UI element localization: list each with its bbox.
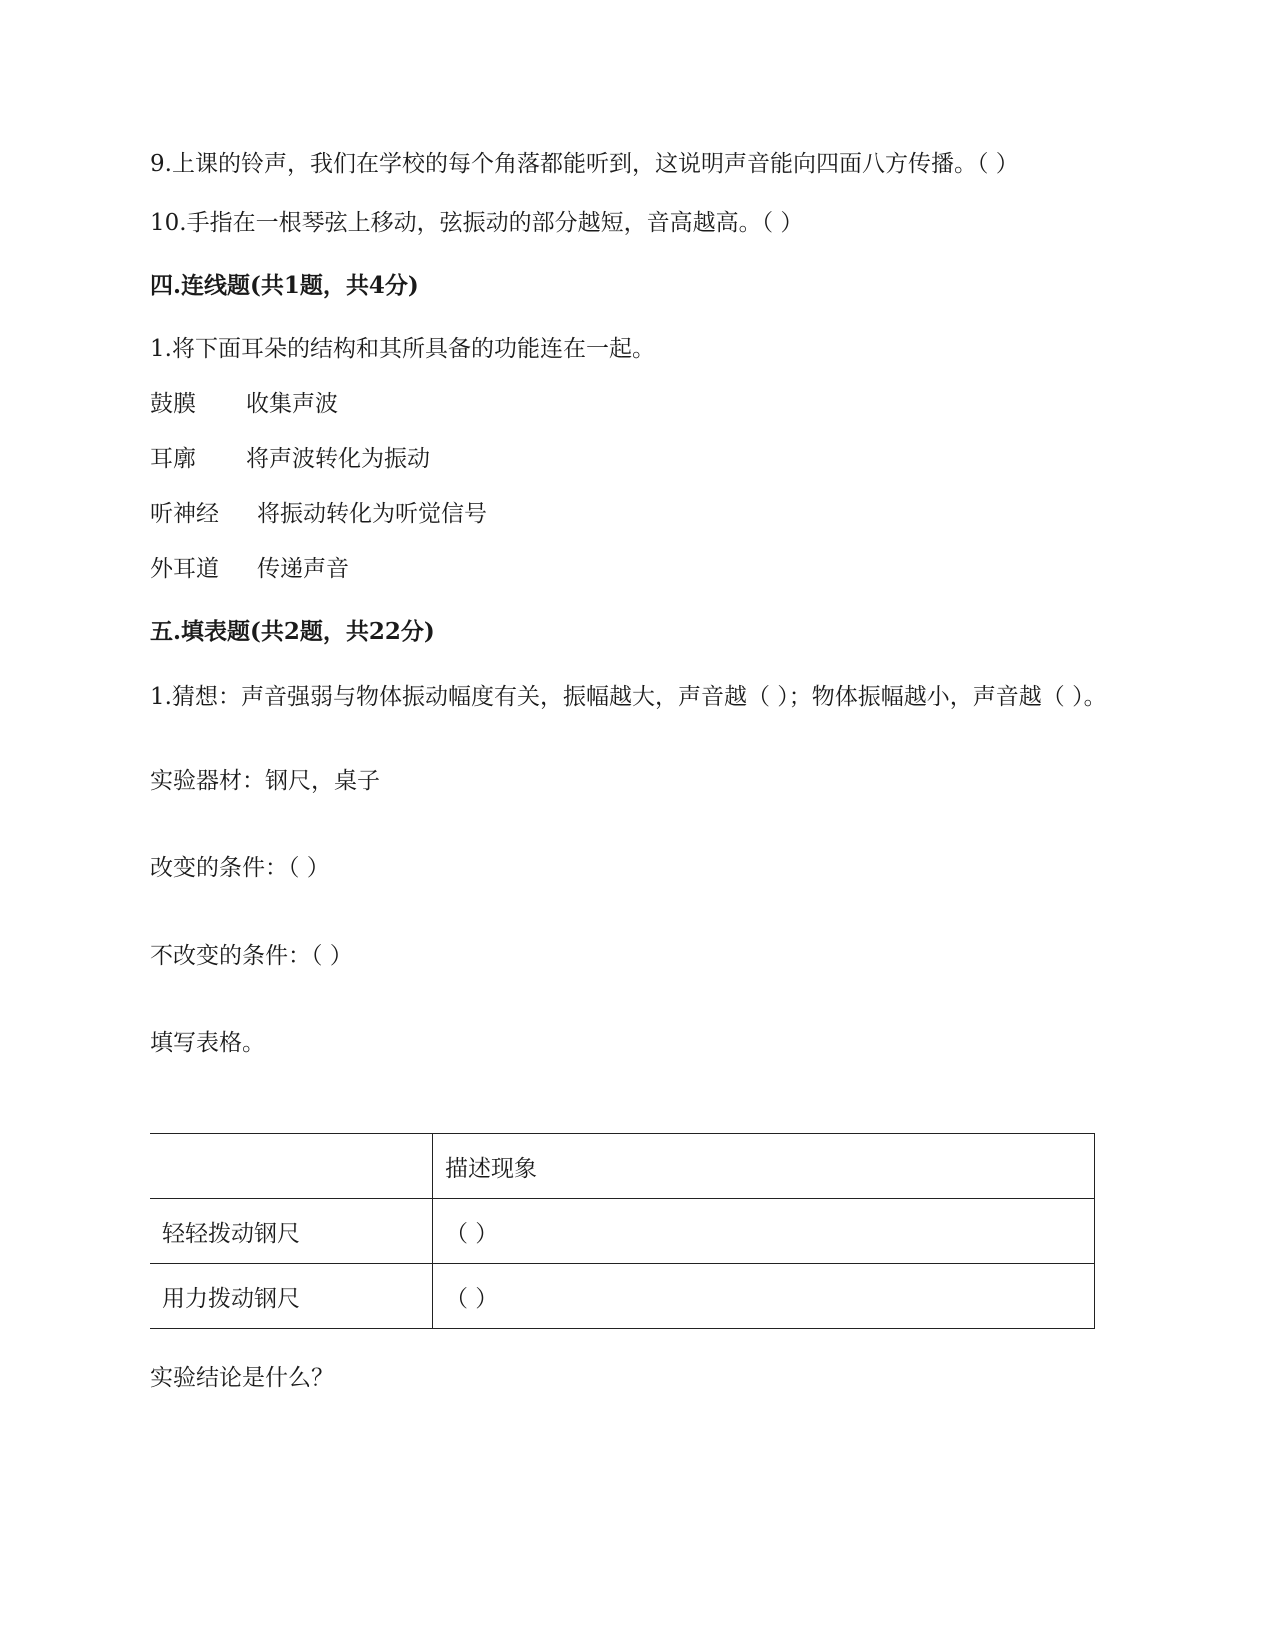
- table-question-1: 1.猜想：声音强弱与物体振动幅度有关，振幅越大，声音越（ ）；物体振幅越小，声音越（ ）。: [150, 684, 1107, 710]
- matching-question-1: 1.将下面耳朵的结构和其所具备的功能连在一起。: [150, 336, 655, 362]
- matching-left-term: 听神经: [150, 501, 219, 527]
- matching-right-term: 将声波转化为振动: [246, 446, 430, 472]
- unchanged-condition-line: 不改变的条件：（ ）: [150, 943, 353, 969]
- matching-right-term: 将振动转化为听觉信号: [257, 501, 487, 527]
- matching-row: [150, 498, 487, 530]
- table-answer-cell[interactable]: （ ）: [433, 1199, 1095, 1264]
- changed-condition-line: 改变的条件：（ ）: [150, 855, 330, 881]
- matching-row: [150, 553, 349, 585]
- table-cell: 用力拨动钢尺: [150, 1264, 433, 1329]
- matching-row: [150, 443, 430, 475]
- section-heading-matching: 四.连线题(共1题，共4分): [150, 272, 419, 299]
- observation-table: [150, 1133, 1095, 1329]
- observation-table-container: [150, 1133, 1095, 1329]
- matching-right-term: 传递声音: [257, 556, 349, 582]
- conclusion-question: 实验结论是什么？: [150, 1365, 334, 1391]
- matching-left-term: 耳廓: [150, 446, 196, 472]
- table-row: [150, 1199, 1095, 1264]
- table-header-cell: [150, 1134, 433, 1199]
- materials-line: 实验器材：钢尺，桌子: [150, 768, 380, 794]
- matching-right-term: 收集声波: [246, 391, 338, 417]
- matching-row: [150, 388, 338, 420]
- question-9: 9.上课的铃声，我们在学校的每个角落都能听到，这说明声音能向四面八方传播。（ ）: [150, 151, 1019, 177]
- table-cell: 轻轻拨动钢尺: [150, 1199, 433, 1264]
- table-row: [150, 1264, 1095, 1329]
- matching-left-term: 外耳道: [150, 556, 219, 582]
- table-header-cell: 描述现象: [433, 1134, 1095, 1199]
- table-header-row: [150, 1134, 1095, 1199]
- table-answer-cell[interactable]: （ ）: [433, 1264, 1095, 1329]
- matching-left-term: 鼓膜: [150, 391, 196, 417]
- question-10: 10.手指在一根琴弦上移动，弦振动的部分越短，音高越高。（ ）: [150, 210, 804, 236]
- fill-table-instruction: 填写表格。: [150, 1030, 265, 1056]
- section-heading-table: 五.填表题(共2题，共22分): [150, 618, 435, 645]
